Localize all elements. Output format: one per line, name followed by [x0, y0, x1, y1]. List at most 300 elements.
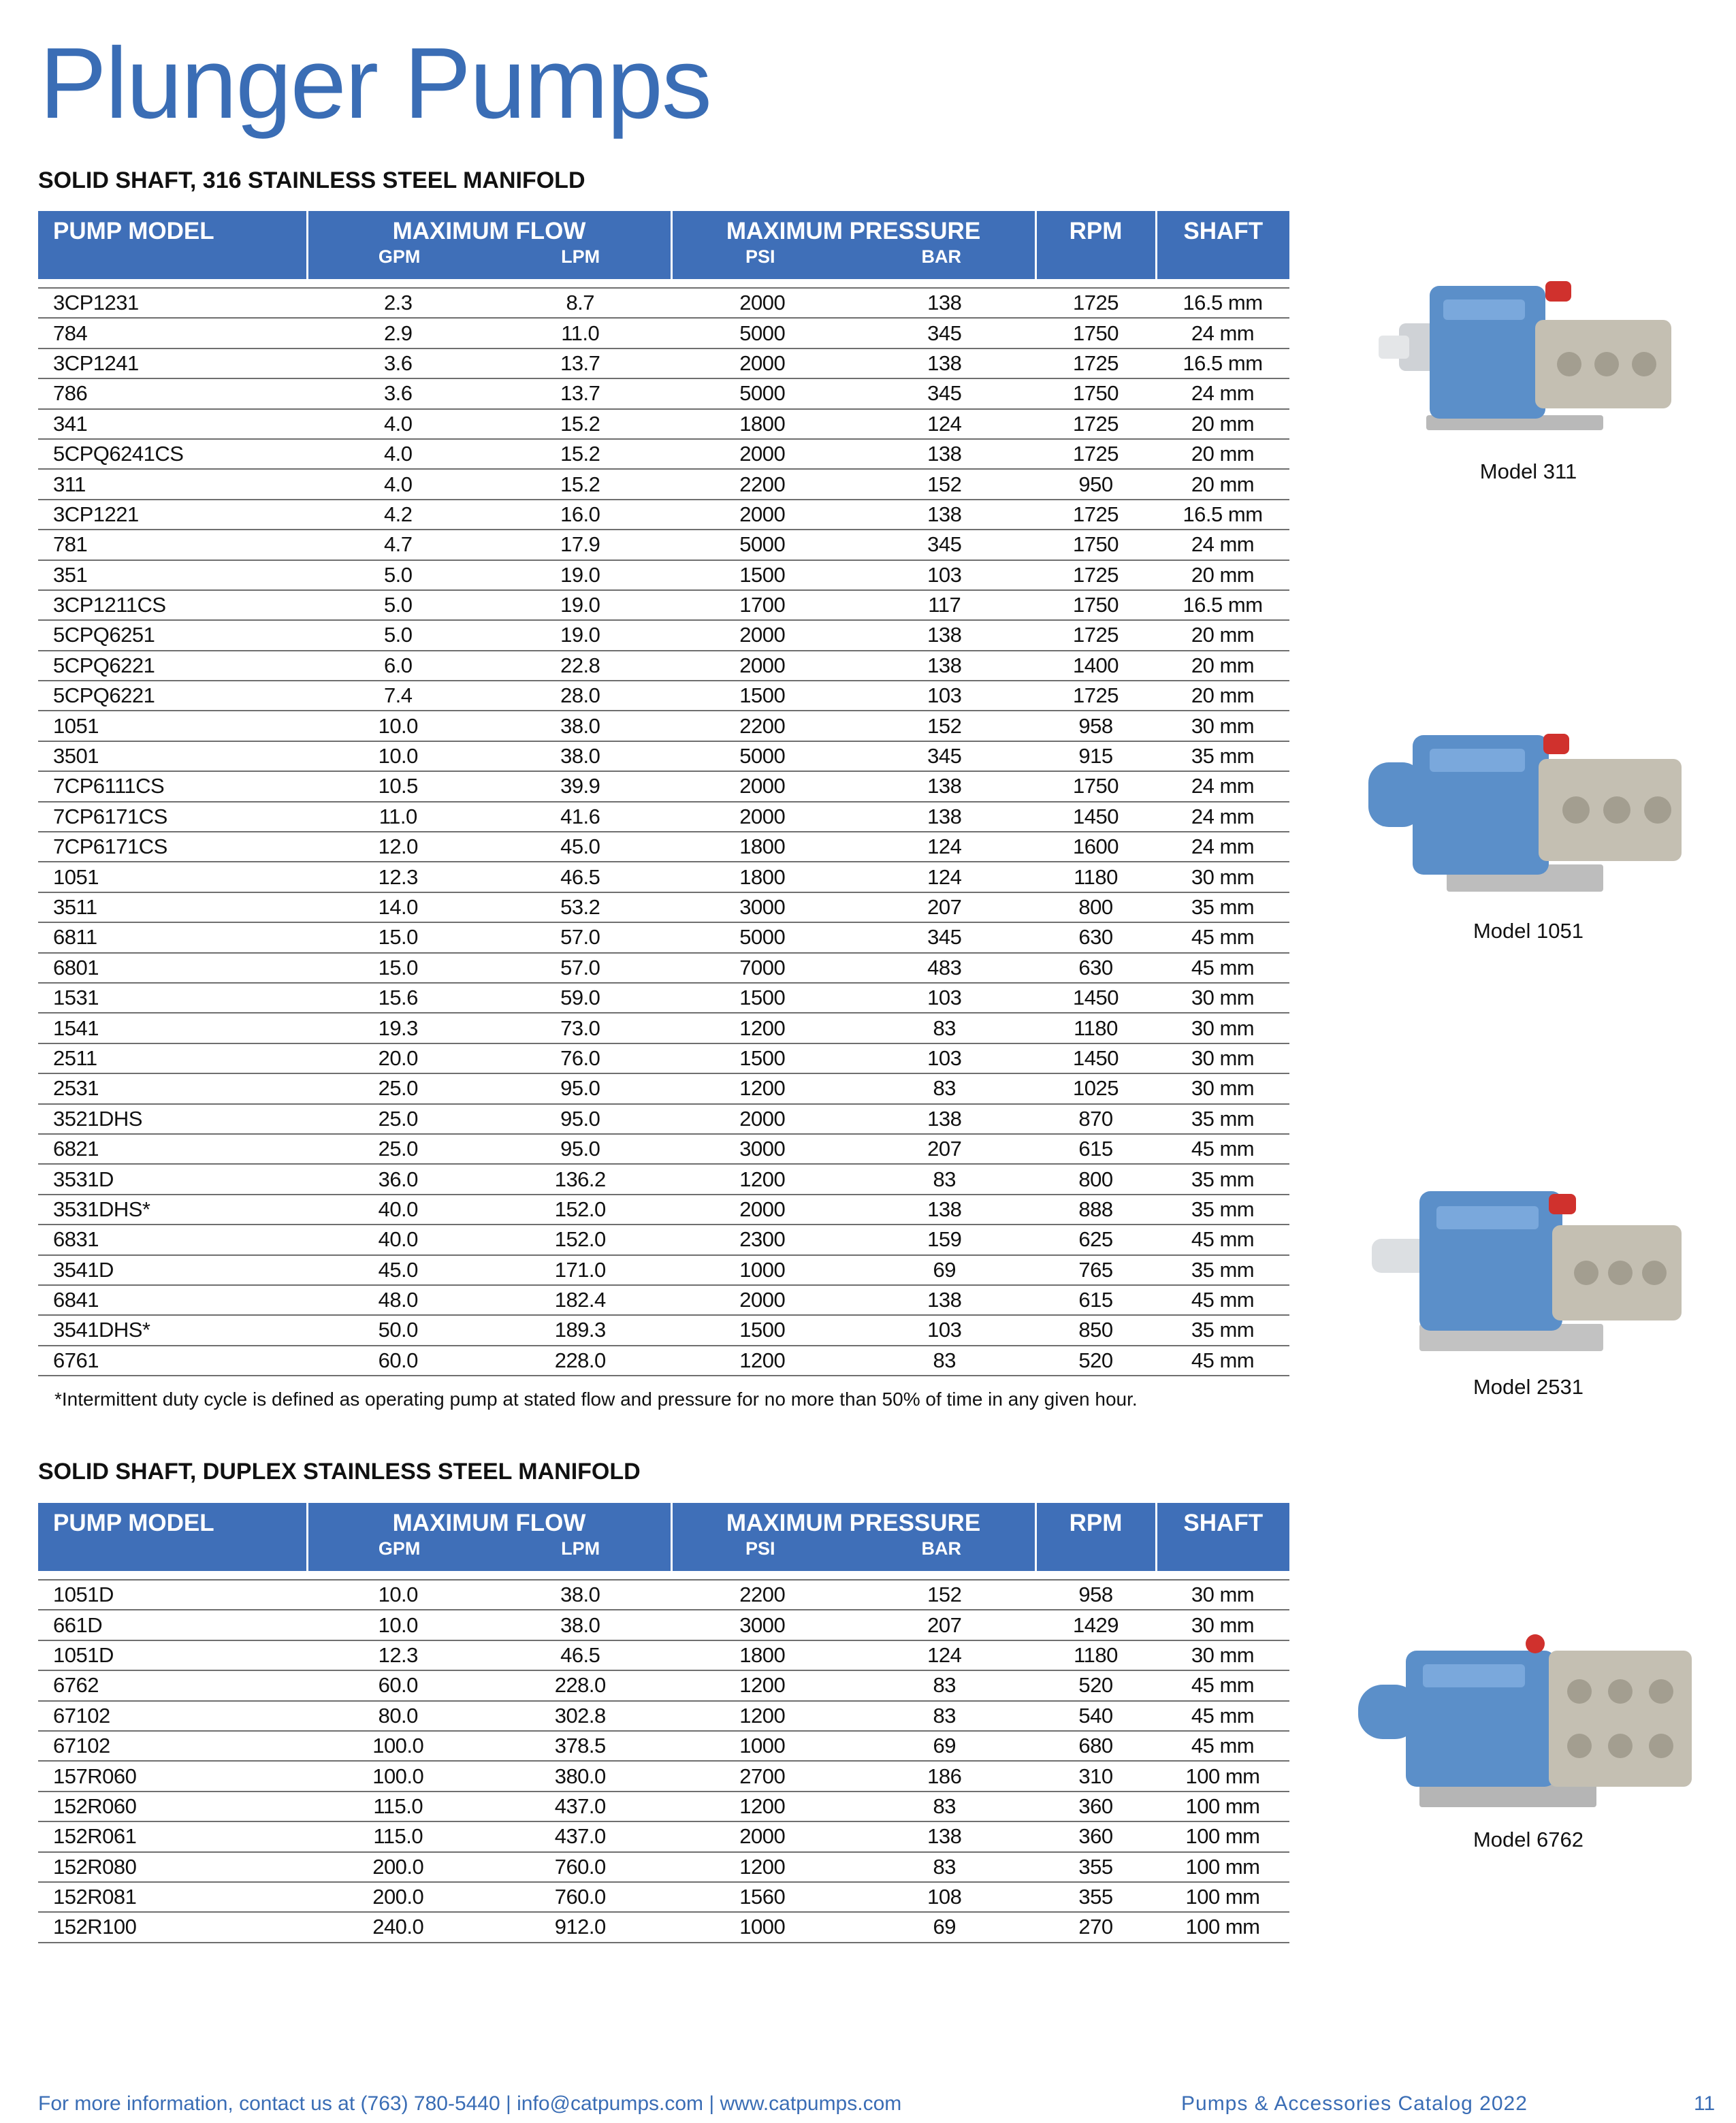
- table-row: [38, 1670, 1289, 1700]
- cell-gpm: 240.0: [372, 1915, 424, 1939]
- cell-bar: 345: [927, 381, 962, 406]
- cell-gpm: 11.0: [379, 804, 417, 828]
- cell-bar: 83: [933, 1703, 956, 1728]
- cell-lpm: 15.2: [560, 472, 600, 496]
- cell-pump-model: 157R060: [38, 1761, 307, 1791]
- table-row: [38, 500, 1289, 530]
- cell-rpm: 615: [1035, 1134, 1156, 1164]
- cell-rpm: 1725: [1035, 349, 1156, 378]
- cell-bar: 124: [927, 834, 962, 859]
- cell-shaft: 100 mm: [1156, 1821, 1289, 1851]
- table-row: [38, 1225, 1289, 1254]
- cell-psi: 2000: [739, 623, 786, 647]
- cell-lpm: 19.0: [560, 562, 600, 587]
- cell-lpm: 59.0: [560, 986, 600, 1010]
- cell-gpm: 10.0: [378, 744, 418, 768]
- cell-bar: 138: [927, 1824, 962, 1849]
- cell-pair: [671, 620, 1035, 650]
- cell-pair: [307, 711, 671, 741]
- cell-rpm: 680: [1035, 1731, 1156, 1761]
- cell-gpm: 12.0: [378, 834, 418, 859]
- table-row: [38, 1255, 1289, 1285]
- cell-pair: [671, 1580, 1035, 1610]
- table-row: [38, 1852, 1289, 1882]
- header-gpm: GPM: [378, 1538, 421, 1559]
- cell-rpm: 360: [1035, 1792, 1156, 1821]
- cell-bar: 138: [927, 1288, 962, 1312]
- cell-pump-model: 2531: [38, 1073, 307, 1103]
- cell-pump-model: 311: [38, 469, 307, 499]
- header-psi: PSI: [745, 246, 775, 267]
- pump-icon: [1365, 708, 1692, 912]
- cell-pair: [307, 1225, 671, 1254]
- cell-rpm: 520: [1035, 1670, 1156, 1700]
- cell-psi: 1200: [739, 1703, 786, 1728]
- cell-pump-model: 3531D: [38, 1164, 307, 1194]
- cell-psi: 2000: [739, 1824, 786, 1849]
- cell-pair: [307, 862, 671, 892]
- cell-lpm: 13.7: [560, 381, 600, 406]
- table-row: [38, 1073, 1289, 1103]
- cell-pair: [671, 1285, 1035, 1315]
- cell-psi: 1200: [739, 1076, 786, 1101]
- cell-gpm: 12.3: [378, 864, 418, 889]
- cell-bar: 207: [927, 1612, 962, 1637]
- cell-pair: [307, 1164, 671, 1194]
- cell-rpm: 270: [1035, 1912, 1156, 1942]
- cell-psi: 5000: [739, 925, 786, 950]
- cell-pump-model: 781: [38, 530, 307, 560]
- cell-pair: [671, 318, 1035, 348]
- header-shaft: SHAFT: [1156, 1503, 1289, 1571]
- cell-psi: 1500: [739, 562, 786, 587]
- cell-bar: 138: [927, 502, 962, 526]
- cell-lpm: 15.2: [560, 442, 600, 466]
- cell-lpm: 57.0: [560, 925, 600, 950]
- cell-pair: [671, 1640, 1035, 1670]
- table-row: [38, 681, 1289, 711]
- cell-pump-model: 3501: [38, 741, 307, 771]
- cell-pair: [307, 832, 671, 862]
- cell-bar: 83: [933, 1167, 956, 1191]
- cell-psi: 1200: [739, 1167, 786, 1191]
- cell-gpm: 115.0: [373, 1824, 423, 1849]
- cell-pump-model: 3531DHS*: [38, 1195, 307, 1225]
- cell-rpm: 1750: [1035, 318, 1156, 348]
- cell-bar: 345: [927, 744, 962, 768]
- cell-shaft: 35 mm: [1156, 1104, 1289, 1134]
- cell-pump-model: 152R100: [38, 1912, 307, 1942]
- cell-shaft: 35 mm: [1156, 892, 1289, 922]
- cell-pair: [307, 1670, 671, 1700]
- cell-pair: [671, 560, 1035, 590]
- cell-gpm: 6.0: [383, 653, 413, 677]
- cell-shaft: 24 mm: [1156, 318, 1289, 348]
- cell-bar: 83: [933, 1348, 956, 1372]
- cell-pump-model: 351: [38, 560, 307, 590]
- cell-gpm: 4.7: [383, 532, 413, 557]
- table-row: [38, 349, 1289, 378]
- cell-pump-model: 3CP1221: [38, 500, 307, 530]
- cell-pair: [307, 1761, 671, 1791]
- section-heading-316: SOLID SHAFT, 316 STAINLESS STEEL MANIFOLD: [38, 167, 585, 193]
- header-lpm: LPM: [561, 1538, 600, 1559]
- table-row: [38, 1640, 1289, 1670]
- cell-lpm: 46.5: [560, 1642, 600, 1667]
- cell-bar: 152: [927, 1583, 962, 1607]
- cell-pump-model: 1051: [38, 711, 307, 741]
- cell-shaft: 35 mm: [1156, 1164, 1289, 1194]
- cell-pair: [307, 953, 671, 983]
- cell-pair: [307, 439, 671, 469]
- cell-pair: [307, 892, 671, 922]
- cell-rpm: 850: [1035, 1315, 1156, 1345]
- cell-pair: [671, 1792, 1035, 1821]
- cell-rpm: 1180: [1035, 1640, 1156, 1670]
- cell-bar: 483: [927, 955, 962, 979]
- cell-shaft: 45 mm: [1156, 1225, 1289, 1254]
- table-row: [38, 1195, 1289, 1225]
- cell-lpm: 19.0: [560, 623, 600, 647]
- cell-shaft: 24 mm: [1156, 832, 1289, 862]
- cell-pump-model: 786: [38, 378, 307, 408]
- cell-rpm: 1725: [1035, 560, 1156, 590]
- cell-gpm: 80.0: [378, 1703, 418, 1728]
- cell-gpm: 3.6: [383, 381, 413, 406]
- cell-gpm: 5.0: [383, 562, 413, 587]
- header-bar: BAR: [921, 246, 961, 267]
- cell-rpm: 355: [1035, 1882, 1156, 1912]
- table-body: [38, 1580, 1289, 1943]
- cell-bar: 103: [927, 562, 962, 587]
- cell-psi: 2200: [739, 472, 786, 496]
- cell-pair: [671, 741, 1035, 771]
- table-row: [38, 1104, 1289, 1134]
- cell-shaft: 16.5 mm: [1156, 349, 1289, 378]
- cell-pair: [307, 1731, 671, 1761]
- cell-pair: [307, 1852, 671, 1882]
- cell-pair: [307, 1013, 671, 1043]
- cell-pump-model: 67102: [38, 1731, 307, 1761]
- header-max-pressure: MAXIMUM PRESSURE PSI BAR: [671, 1503, 1035, 1571]
- cell-rpm: 1600: [1035, 832, 1156, 862]
- cell-lpm: 22.8: [560, 653, 600, 677]
- section-heading-duplex: SOLID SHAFT, DUPLEX STAINLESS STEEL MANIFOLD: [38, 1459, 641, 1485]
- cell-gpm: 19.3: [378, 1016, 418, 1040]
- cell-pair: [671, 771, 1035, 801]
- table-row: [38, 651, 1289, 681]
- cell-gpm: 45.0: [378, 1257, 418, 1282]
- cell-pair: [307, 1104, 671, 1134]
- cell-pump-model: 152R061: [38, 1821, 307, 1851]
- cell-gpm: 10.5: [378, 774, 418, 798]
- cell-pair: [671, 1346, 1035, 1376]
- pump-caption: Model 1051: [1473, 919, 1584, 943]
- cell-pair: [671, 590, 1035, 620]
- cell-pair: [671, 378, 1035, 408]
- cell-lpm: 39.9: [560, 774, 600, 798]
- cell-lpm: 16.0: [560, 502, 600, 526]
- cell-pair: [307, 771, 671, 801]
- table-row: [38, 922, 1289, 952]
- cell-gpm: 5.0: [383, 623, 413, 647]
- cell-lpm: 152.0: [554, 1197, 606, 1221]
- cell-bar: 108: [927, 1885, 962, 1909]
- cell-rpm: 1400: [1035, 651, 1156, 681]
- cell-gpm: 4.2: [383, 502, 413, 526]
- cell-pair: [671, 1882, 1035, 1912]
- cell-lpm: 8.7: [566, 291, 595, 315]
- cell-psi: 5000: [739, 321, 786, 345]
- pump-image-1051: [1351, 708, 1705, 943]
- cell-pair: [307, 1912, 671, 1942]
- cell-lpm: 15.2: [560, 411, 600, 436]
- cell-shaft: 45 mm: [1156, 922, 1289, 952]
- cell-psi: 1800: [739, 1642, 786, 1667]
- cell-rpm: 1750: [1035, 530, 1156, 560]
- cell-rpm: 1725: [1035, 681, 1156, 711]
- table-row: [38, 802, 1289, 832]
- cell-shaft: 45 mm: [1156, 1134, 1289, 1164]
- cell-bar: 186: [927, 1764, 962, 1788]
- cell-lpm: 38.0: [560, 744, 600, 768]
- cell-shaft: 45 mm: [1156, 1285, 1289, 1315]
- cell-gpm: 200.0: [372, 1885, 424, 1909]
- cell-bar: 83: [933, 1673, 956, 1698]
- cell-pair: [307, 983, 671, 1013]
- cell-shaft: 30 mm: [1156, 1580, 1289, 1610]
- cell-pump-model: 6811: [38, 922, 307, 952]
- cell-psi: 1200: [739, 1854, 786, 1879]
- cell-pair: [307, 1792, 671, 1821]
- cell-lpm: 13.7: [560, 351, 600, 375]
- cell-gpm: 10.0: [378, 713, 418, 738]
- pump-icon: [1365, 1171, 1692, 1368]
- cell-gpm: 25.0: [378, 1076, 418, 1101]
- cell-bar: 103: [927, 986, 962, 1010]
- cell-pump-model: 6762: [38, 1670, 307, 1700]
- cell-pair: [671, 922, 1035, 952]
- cell-bar: 69: [933, 1915, 956, 1939]
- cell-pair: [307, 530, 671, 560]
- cell-gpm: 100.0: [372, 1764, 424, 1788]
- cell-rpm: 615: [1035, 1285, 1156, 1315]
- table-row: [38, 318, 1289, 348]
- cell-bar: 103: [927, 683, 962, 708]
- cell-shaft: 100 mm: [1156, 1792, 1289, 1821]
- cell-psi: 1700: [739, 593, 786, 617]
- cell-pair: [671, 1670, 1035, 1700]
- header-max-flow: MAXIMUM FLOW GPM LPM: [307, 1503, 671, 1571]
- cell-pair: [671, 288, 1035, 318]
- cell-rpm: 800: [1035, 1164, 1156, 1194]
- cell-gpm: 4.0: [383, 411, 413, 436]
- cell-gpm: 4.0: [383, 442, 413, 466]
- cell-psi: 3000: [739, 895, 786, 919]
- cell-pair: [307, 469, 671, 499]
- cell-lpm: 189.3: [554, 1318, 606, 1342]
- cell-gpm: 50.0: [378, 1318, 418, 1342]
- cell-shaft: 16.5 mm: [1156, 500, 1289, 530]
- cell-bar: 345: [927, 925, 962, 950]
- cell-shaft: 30 mm: [1156, 1610, 1289, 1640]
- cell-pair: [307, 349, 671, 378]
- cell-shaft: 24 mm: [1156, 378, 1289, 408]
- cell-pump-model: 3521DHS: [38, 1104, 307, 1134]
- cell-pump-model: 1531: [38, 983, 307, 1013]
- cell-lpm: 95.0: [560, 1137, 600, 1161]
- table-row: [38, 1043, 1289, 1073]
- cell-bar: 103: [927, 1046, 962, 1070]
- cell-lpm: 53.2: [560, 895, 600, 919]
- cell-gpm: 115.0: [373, 1794, 423, 1818]
- cell-psi: 2700: [739, 1764, 786, 1788]
- cell-bar: 69: [933, 1257, 956, 1282]
- cell-lpm: 17.9: [560, 532, 600, 557]
- header-rpm: RPM: [1035, 211, 1156, 279]
- cell-gpm: 60.0: [378, 1348, 418, 1372]
- pump-image-311: [1351, 262, 1705, 484]
- cell-pair: [671, 1255, 1035, 1285]
- cell-psi: 2000: [739, 442, 786, 466]
- table-row: [38, 409, 1289, 439]
- cell-shaft: 100 mm: [1156, 1761, 1289, 1791]
- cell-psi: 3000: [739, 1612, 786, 1637]
- cell-rpm: 540: [1035, 1701, 1156, 1731]
- cell-pair: [671, 1195, 1035, 1225]
- cell-pump-model: 7CP6111CS: [38, 771, 307, 801]
- cell-bar: 124: [927, 1642, 962, 1667]
- cell-lpm: 228.0: [554, 1673, 606, 1698]
- footer-contact: For more information, contact us at (763) 780-5440 | info@catpumps.com | www.catpumps.com: [38, 2092, 902, 2115]
- cell-pump-model: 3541DHS*: [38, 1315, 307, 1345]
- cell-rpm: 958: [1035, 711, 1156, 741]
- cell-pair: [307, 1315, 671, 1345]
- cell-rpm: 1450: [1035, 802, 1156, 832]
- cell-rpm: 1180: [1035, 862, 1156, 892]
- cell-bar: 124: [927, 411, 962, 436]
- cell-pump-model: 6801: [38, 953, 307, 983]
- cell-lpm: 912.0: [554, 1915, 606, 1939]
- cell-bar: 69: [933, 1734, 956, 1758]
- table-row: [38, 711, 1289, 741]
- cell-shaft: 16.5 mm: [1156, 590, 1289, 620]
- cell-lpm: 437.0: [554, 1794, 606, 1818]
- cell-shaft: 100 mm: [1156, 1882, 1289, 1912]
- table-row: [38, 892, 1289, 922]
- cell-pair: [307, 1580, 671, 1610]
- cell-shaft: 45 mm: [1156, 1346, 1289, 1376]
- cell-lpm: 76.0: [560, 1046, 600, 1070]
- cell-rpm: 765: [1035, 1255, 1156, 1285]
- cell-rpm: 958: [1035, 1580, 1156, 1610]
- footnote: *Intermittent duty cycle is defined as operating pump at stated flow and pressure for no more than 50% of time in any given hour.: [54, 1389, 1138, 1410]
- table-row: [38, 1792, 1289, 1821]
- cell-psi: 2300: [739, 1227, 786, 1252]
- cell-gpm: 25.0: [378, 1137, 418, 1161]
- cell-gpm: 200.0: [372, 1854, 424, 1879]
- cell-pair: [307, 378, 671, 408]
- cell-pair: [307, 1255, 671, 1285]
- table-row: [38, 1580, 1289, 1610]
- cell-bar: 138: [927, 291, 962, 315]
- table-row: [38, 439, 1289, 469]
- cell-pair: [307, 318, 671, 348]
- cell-shaft: 100 mm: [1156, 1852, 1289, 1882]
- cell-pair: [307, 590, 671, 620]
- cell-psi: 2000: [739, 653, 786, 677]
- cell-psi: 1800: [739, 411, 786, 436]
- cell-shaft: 16.5 mm: [1156, 288, 1289, 318]
- cell-pump-model: 5CPQ6221: [38, 651, 307, 681]
- cell-bar: 138: [927, 351, 962, 375]
- table-row: [38, 1882, 1289, 1912]
- cell-lpm: 45.0: [560, 834, 600, 859]
- table-row: [38, 741, 1289, 771]
- cell-gpm: 14.0: [378, 895, 418, 919]
- cell-rpm: 1725: [1035, 288, 1156, 318]
- pump-caption: Model 311: [1479, 459, 1577, 483]
- cell-psi: 7000: [739, 955, 786, 979]
- cell-gpm: 25.0: [378, 1106, 418, 1131]
- table-row: [38, 530, 1289, 560]
- cell-psi: 1200: [739, 1016, 786, 1040]
- cell-pump-model: 5CPQ6251: [38, 620, 307, 650]
- cell-pair: [671, 1013, 1035, 1043]
- cell-pair: [307, 409, 671, 439]
- cell-lpm: 95.0: [560, 1076, 600, 1101]
- cell-shaft: 35 mm: [1156, 1255, 1289, 1285]
- cell-shaft: 20 mm: [1156, 620, 1289, 650]
- cell-bar: 103: [927, 1318, 962, 1342]
- table-row: [38, 469, 1289, 499]
- cell-pair: [671, 409, 1035, 439]
- table-row: [38, 288, 1289, 318]
- cell-shaft: 30 mm: [1156, 1073, 1289, 1103]
- cell-pair: [307, 922, 671, 952]
- cell-lpm: 182.4: [554, 1288, 606, 1312]
- cell-rpm: 1025: [1035, 1073, 1156, 1103]
- cell-psi: 5000: [739, 744, 786, 768]
- cell-gpm: 2.3: [383, 291, 413, 315]
- table-row: [38, 1610, 1289, 1640]
- table-row: [38, 1346, 1289, 1376]
- cell-shaft: 100 mm: [1156, 1912, 1289, 1942]
- cell-shaft: 35 mm: [1156, 741, 1289, 771]
- cell-pump-model: 1051D: [38, 1580, 307, 1610]
- cell-lpm: 73.0: [560, 1016, 600, 1040]
- cell-pump-model: 1051: [38, 862, 307, 892]
- cell-psi: 1800: [739, 864, 786, 889]
- cell-gpm: 10.0: [378, 1612, 418, 1637]
- cell-pair: [671, 1134, 1035, 1164]
- cell-pair: [307, 1821, 671, 1851]
- cell-bar: 117: [928, 593, 961, 617]
- cell-shaft: 30 mm: [1156, 1640, 1289, 1670]
- cell-rpm: 1750: [1035, 378, 1156, 408]
- pump-icon: [1358, 1623, 1699, 1821]
- cell-rpm: 1180: [1035, 1013, 1156, 1043]
- table-header-row: [38, 1503, 1289, 1571]
- cell-pair: [671, 651, 1035, 681]
- cell-pair: [307, 560, 671, 590]
- cell-pump-model: 3CP1241: [38, 349, 307, 378]
- cell-shaft: 24 mm: [1156, 802, 1289, 832]
- cell-shaft: 35 mm: [1156, 1195, 1289, 1225]
- cell-pair: [671, 711, 1035, 741]
- cell-pair: [307, 1701, 671, 1731]
- cell-pump-model: 7CP6171CS: [38, 832, 307, 862]
